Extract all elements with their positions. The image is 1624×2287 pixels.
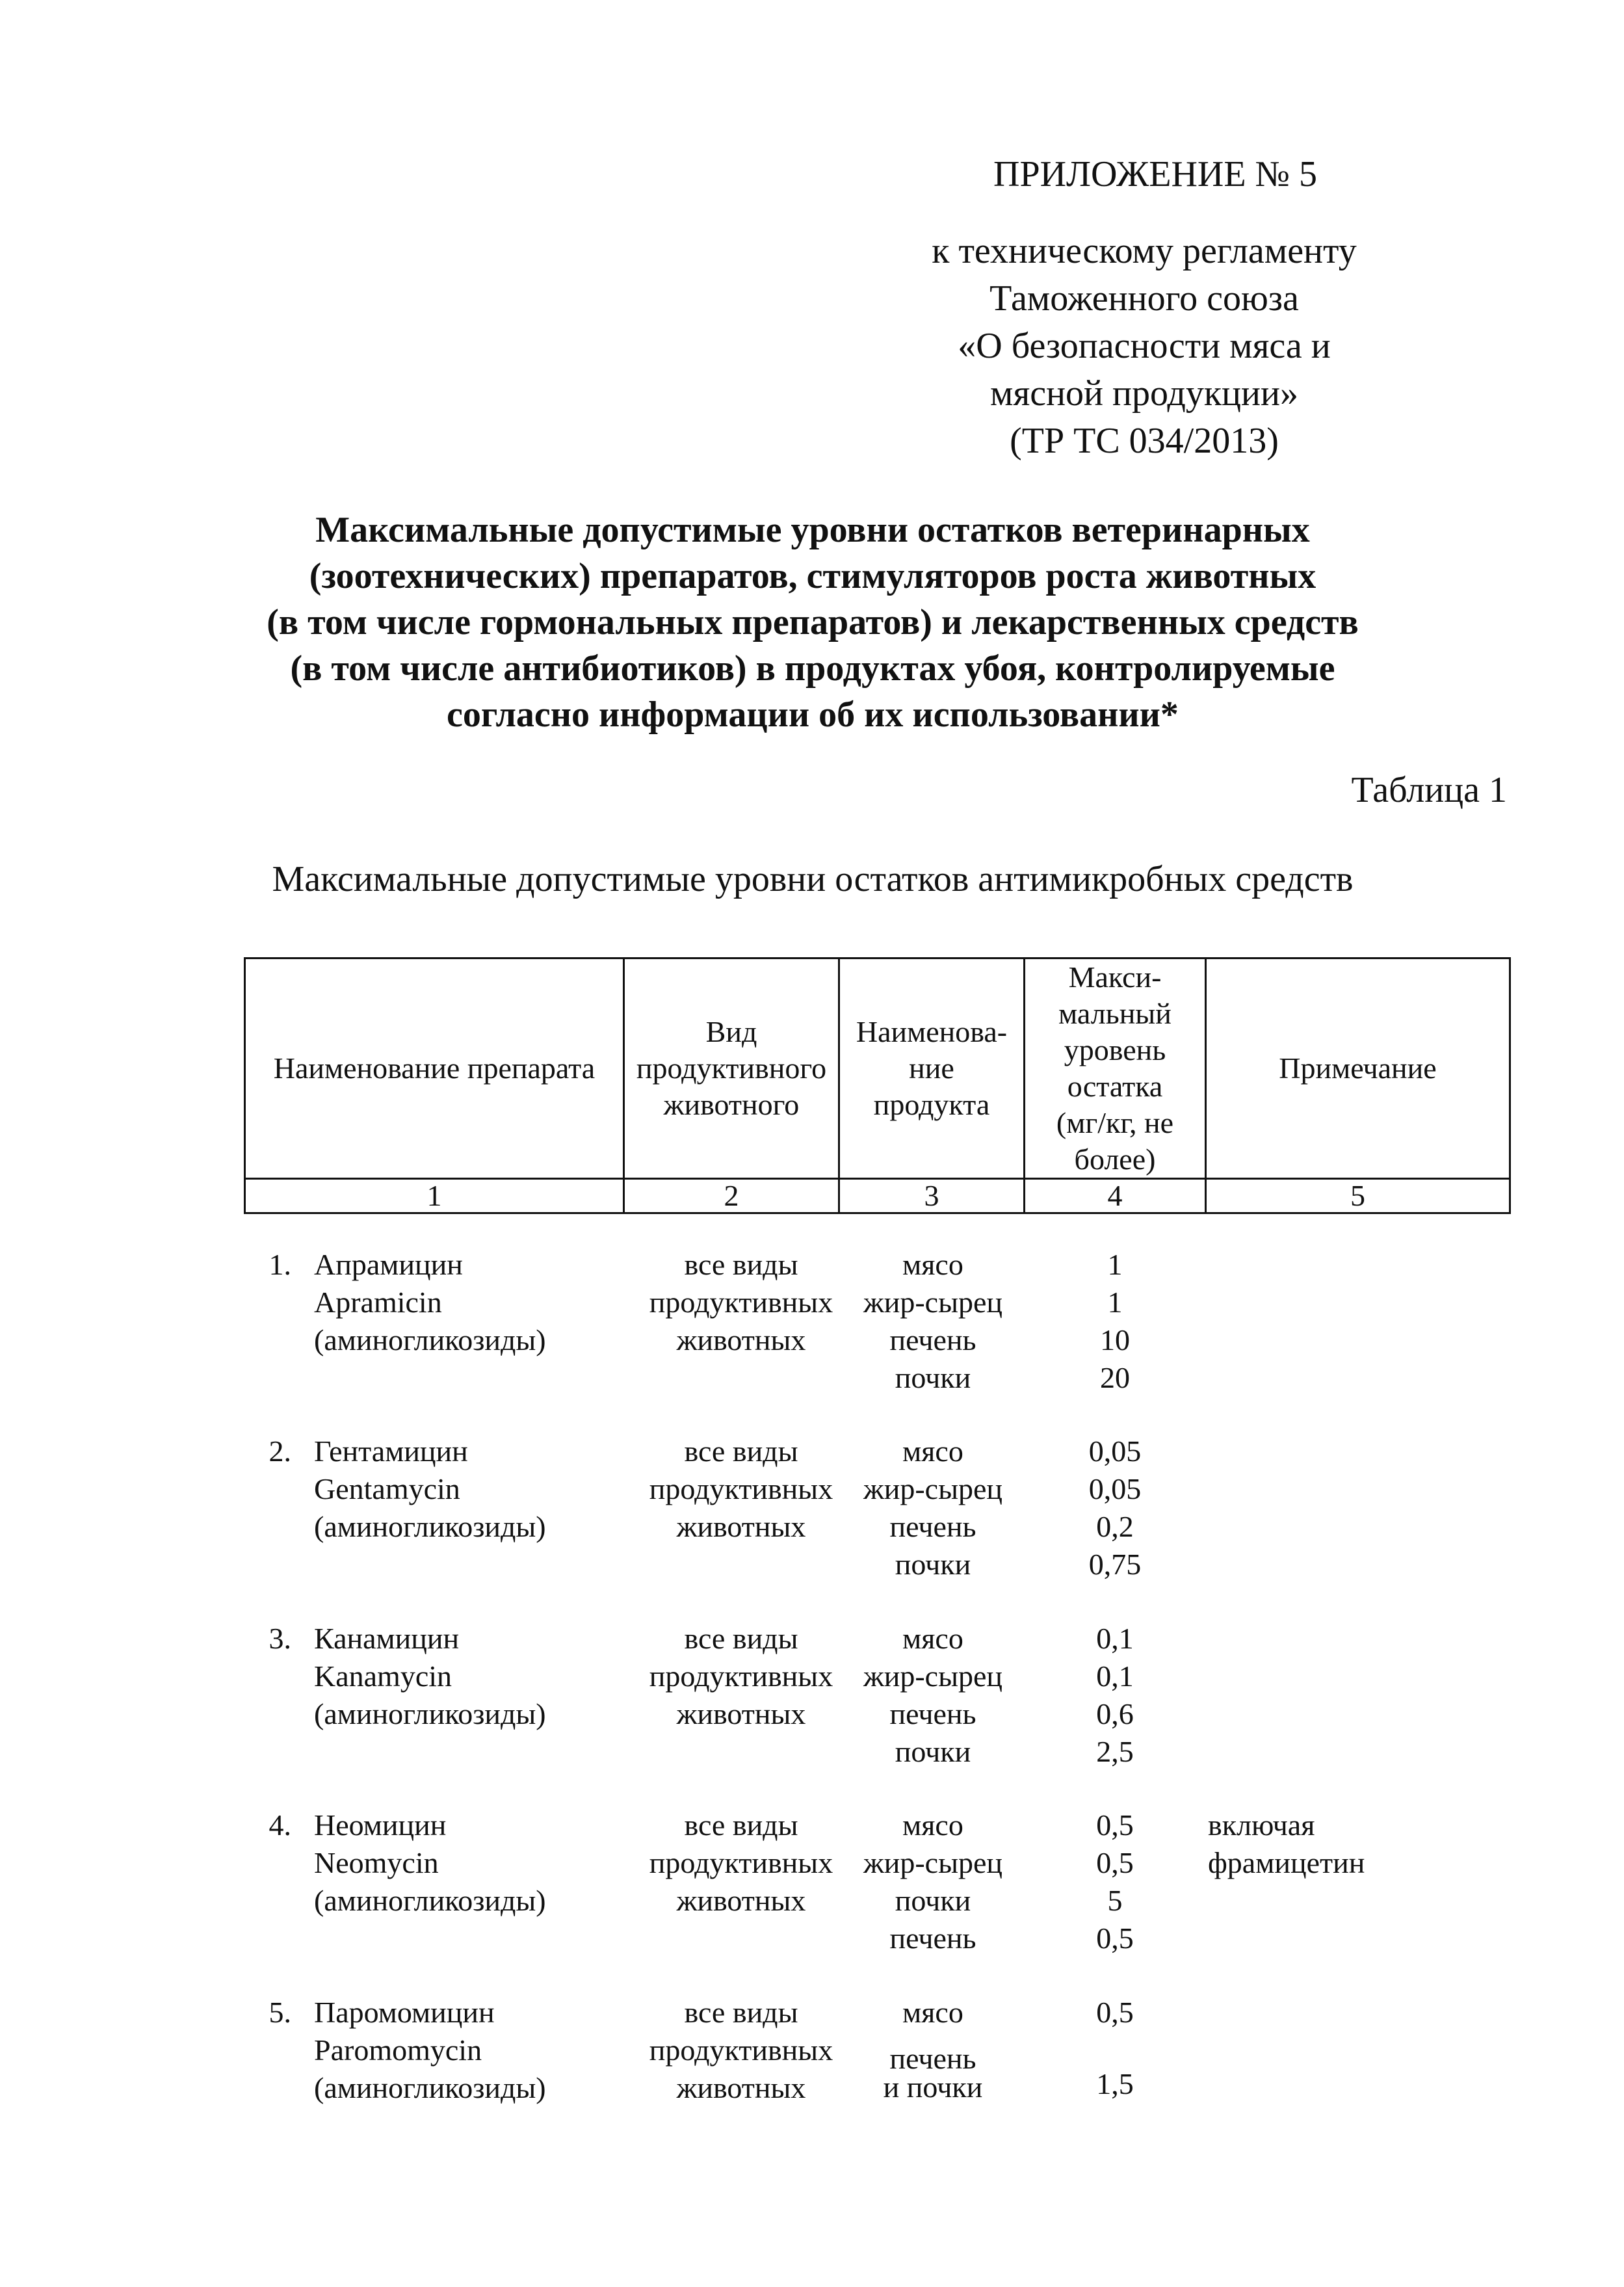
table-label: Таблица 1 bbox=[1351, 770, 1507, 810]
drug-name-ru: Паромомицин bbox=[314, 1996, 495, 2029]
animal-line: животных bbox=[676, 1323, 806, 1356]
product: почки bbox=[895, 1735, 971, 1768]
product-list bbox=[845, 1806, 1021, 1957]
product-group bbox=[845, 2044, 1021, 2102]
product: мясо bbox=[902, 1622, 963, 1655]
animal-line: продуктивных bbox=[649, 1659, 833, 1693]
max-level-value: 0,2 bbox=[1096, 1510, 1134, 1543]
product: почки bbox=[895, 1361, 971, 1394]
product: печень bbox=[889, 1697, 976, 1730]
main-title-line: (зоотехнических) препаратов, стимуляторов роста животных bbox=[309, 556, 1316, 596]
max-level-value: 2,5 bbox=[1096, 1735, 1134, 1768]
drug-name bbox=[314, 1620, 600, 1733]
note-line: включая bbox=[1208, 1808, 1315, 1842]
drug-name-latin: Neomycin bbox=[314, 1846, 439, 1879]
animal-line: продуктивных bbox=[649, 1846, 833, 1879]
drug-name-latin: Kanamycin bbox=[314, 1659, 452, 1693]
product: жир-сырец bbox=[863, 1659, 1003, 1693]
note-line: фрамицетин bbox=[1208, 1846, 1365, 1879]
product: почки bbox=[895, 1884, 971, 1917]
max-level-value: 1 bbox=[1107, 1286, 1123, 1319]
header-line: животного bbox=[663, 1088, 800, 1121]
column-number: 4 bbox=[1025, 1179, 1206, 1213]
product-list bbox=[845, 1620, 1021, 1771]
appendix-line: «О безопасности мяса и bbox=[958, 326, 1331, 366]
animal-line: все виды bbox=[684, 1434, 798, 1468]
max-level-value: 0,5 bbox=[1096, 1922, 1134, 1955]
header-line: Наименова- bbox=[856, 1015, 1008, 1048]
header-line: уровень bbox=[1064, 1033, 1166, 1066]
drug-name-latin: Gentamycin bbox=[314, 1472, 460, 1505]
column-number: 2 bbox=[624, 1179, 839, 1213]
value-list bbox=[1040, 1620, 1190, 1771]
animal-type bbox=[624, 1433, 858, 1546]
row-number: 1. bbox=[268, 1248, 291, 1281]
header-line: продукта bbox=[873, 1088, 990, 1121]
product-list bbox=[845, 1246, 1021, 1397]
animal-line: все виды bbox=[684, 1622, 798, 1655]
header-note bbox=[1206, 958, 1510, 1179]
header-drug-name bbox=[245, 958, 624, 1179]
max-level-value: 0,5 bbox=[1096, 1808, 1134, 1842]
product: мясо bbox=[902, 1996, 963, 2029]
drug-group: (аминогликозиды) bbox=[314, 1697, 546, 1730]
header-line: более) bbox=[1074, 1143, 1156, 1176]
drug-name bbox=[314, 1994, 600, 2107]
drug-name-ru: Гентамицин bbox=[314, 1434, 468, 1468]
max-level-value: 0,05 bbox=[1088, 1472, 1142, 1505]
product: и почки bbox=[883, 2070, 983, 2104]
product: печень bbox=[889, 1323, 976, 1356]
header-line: ние bbox=[909, 1051, 954, 1085]
animal-line: все виды bbox=[684, 1808, 798, 1842]
spacer bbox=[1040, 2031, 1190, 2065]
row-number: 4. bbox=[268, 1808, 291, 1842]
drug-name bbox=[314, 1433, 600, 1546]
product: печень bbox=[889, 1922, 976, 1955]
drug-group: (аминогликозиды) bbox=[314, 1323, 546, 1356]
appendix-title: ПРИЛОЖЕНИЕ № 5 bbox=[993, 154, 1317, 194]
animal-line: продуктивных bbox=[649, 2033, 833, 2067]
main-title bbox=[130, 507, 1495, 738]
animal-type bbox=[624, 1806, 858, 1920]
drug-name-ru: Неомицин bbox=[314, 1808, 447, 1842]
column-number: 3 bbox=[839, 1179, 1025, 1213]
header-line: Примечание bbox=[1279, 1051, 1437, 1085]
appendix-line: к техническому регламенту bbox=[932, 231, 1357, 271]
main-title-line: согласно информации об их использовании* bbox=[447, 694, 1179, 735]
product-list bbox=[845, 1433, 1021, 1583]
value-list bbox=[1040, 1433, 1190, 1583]
animal-line: все виды bbox=[684, 1248, 798, 1281]
drug-group: (аминогликозиды) bbox=[314, 1884, 546, 1917]
max-level-value: 0,1 bbox=[1096, 1622, 1134, 1655]
appendix-line: (ТР ТС 034/2013) bbox=[1010, 421, 1279, 461]
animal-line: продуктивных bbox=[649, 1286, 833, 1319]
max-level-value: 0,1 bbox=[1096, 1659, 1134, 1693]
main-title-line: (в том числе антибиотиков) в продуктах убоя, контролируемые bbox=[290, 648, 1335, 689]
product: печень bbox=[889, 1510, 976, 1543]
header-line: Макси- bbox=[1068, 960, 1162, 994]
max-level-value: 0,05 bbox=[1088, 1434, 1142, 1468]
value-list bbox=[1040, 1806, 1190, 1957]
header-line: продуктивного bbox=[636, 1051, 827, 1085]
header-line: остатка bbox=[1067, 1070, 1163, 1103]
product: почки bbox=[895, 1548, 971, 1581]
value-list bbox=[1040, 1246, 1190, 1397]
note bbox=[1208, 1806, 1468, 1882]
max-level-value: 0,5 bbox=[1096, 1846, 1134, 1879]
drug-name-latin: Paromomycin bbox=[314, 2033, 482, 2067]
column-number: 5 bbox=[1206, 1179, 1510, 1213]
max-level-value: 1,5 bbox=[1096, 2067, 1134, 2100]
header-line: Наименование препарата bbox=[273, 1051, 596, 1085]
header-line: (мг/кг, не bbox=[1056, 1106, 1174, 1139]
animal-line: животных bbox=[676, 1884, 806, 1917]
max-level-value: 20 bbox=[1100, 1361, 1130, 1394]
header-max-level bbox=[1025, 958, 1206, 1179]
drug-name bbox=[314, 1806, 600, 1920]
product: жир-сырец bbox=[863, 1846, 1003, 1879]
product: мясо bbox=[902, 1808, 963, 1842]
drug-group: (аминогликозиды) bbox=[314, 1510, 546, 1543]
animal-line: все виды bbox=[684, 1996, 798, 2029]
animal-type bbox=[624, 1994, 858, 2107]
row-number: 3. bbox=[268, 1622, 291, 1655]
table-header bbox=[244, 957, 1511, 1214]
value-list bbox=[1040, 1994, 1190, 2103]
animal-line: продуктивных bbox=[649, 1472, 833, 1505]
max-level-value: 0,75 bbox=[1088, 1548, 1142, 1581]
animal-line: животных bbox=[676, 1510, 806, 1543]
animal-line: животных bbox=[676, 2071, 806, 2104]
main-title-line: Максимальные допустимые уровни остатков ветеринарных bbox=[315, 510, 1310, 550]
product: жир-сырец bbox=[863, 1472, 1003, 1505]
appendix-line: мясной продукции» bbox=[990, 373, 1298, 414]
max-level-value: 1 bbox=[1107, 1248, 1123, 1281]
max-level-value: 0,5 bbox=[1096, 1996, 1134, 2029]
product: мясо bbox=[902, 1434, 963, 1468]
drug-name-ru: Апрамицин bbox=[314, 1248, 463, 1281]
table-caption: Максимальные допустимые уровни остатков антимикробных средств bbox=[272, 859, 1354, 899]
animal-type bbox=[624, 1620, 858, 1733]
column-number: 1 bbox=[245, 1179, 624, 1213]
main-title-line: (в том числе гормональных препаратов) и лекарственных средств bbox=[267, 602, 1359, 642]
appendix-line: Таможенного союза bbox=[989, 278, 1299, 319]
animal-line: животных bbox=[676, 1697, 806, 1730]
drug-name-ru: Канамицин bbox=[314, 1622, 460, 1655]
animal-type bbox=[624, 1246, 858, 1359]
product-list bbox=[845, 1994, 1021, 2102]
header-product-name bbox=[839, 958, 1025, 1179]
max-level-value: 5 bbox=[1107, 1884, 1123, 1917]
appendix-subtitle bbox=[845, 228, 1443, 465]
product: мясо bbox=[902, 1248, 963, 1281]
product: печень bbox=[889, 2042, 976, 2075]
max-level-value: 10 bbox=[1100, 1323, 1130, 1356]
row-number: 2. bbox=[268, 1434, 291, 1468]
row-number: 5. bbox=[268, 1996, 291, 2029]
header-animal-type bbox=[624, 958, 839, 1179]
drug-group: (аминогликозиды) bbox=[314, 2071, 546, 2104]
product: жир-сырец bbox=[863, 1286, 1003, 1319]
header-line: мальный bbox=[1058, 997, 1172, 1030]
drug-name bbox=[314, 1246, 600, 1359]
max-level-value: 0,6 bbox=[1096, 1697, 1134, 1730]
drug-name-latin: Apramicin bbox=[314, 1286, 442, 1319]
header-line: Вид bbox=[705, 1015, 757, 1048]
